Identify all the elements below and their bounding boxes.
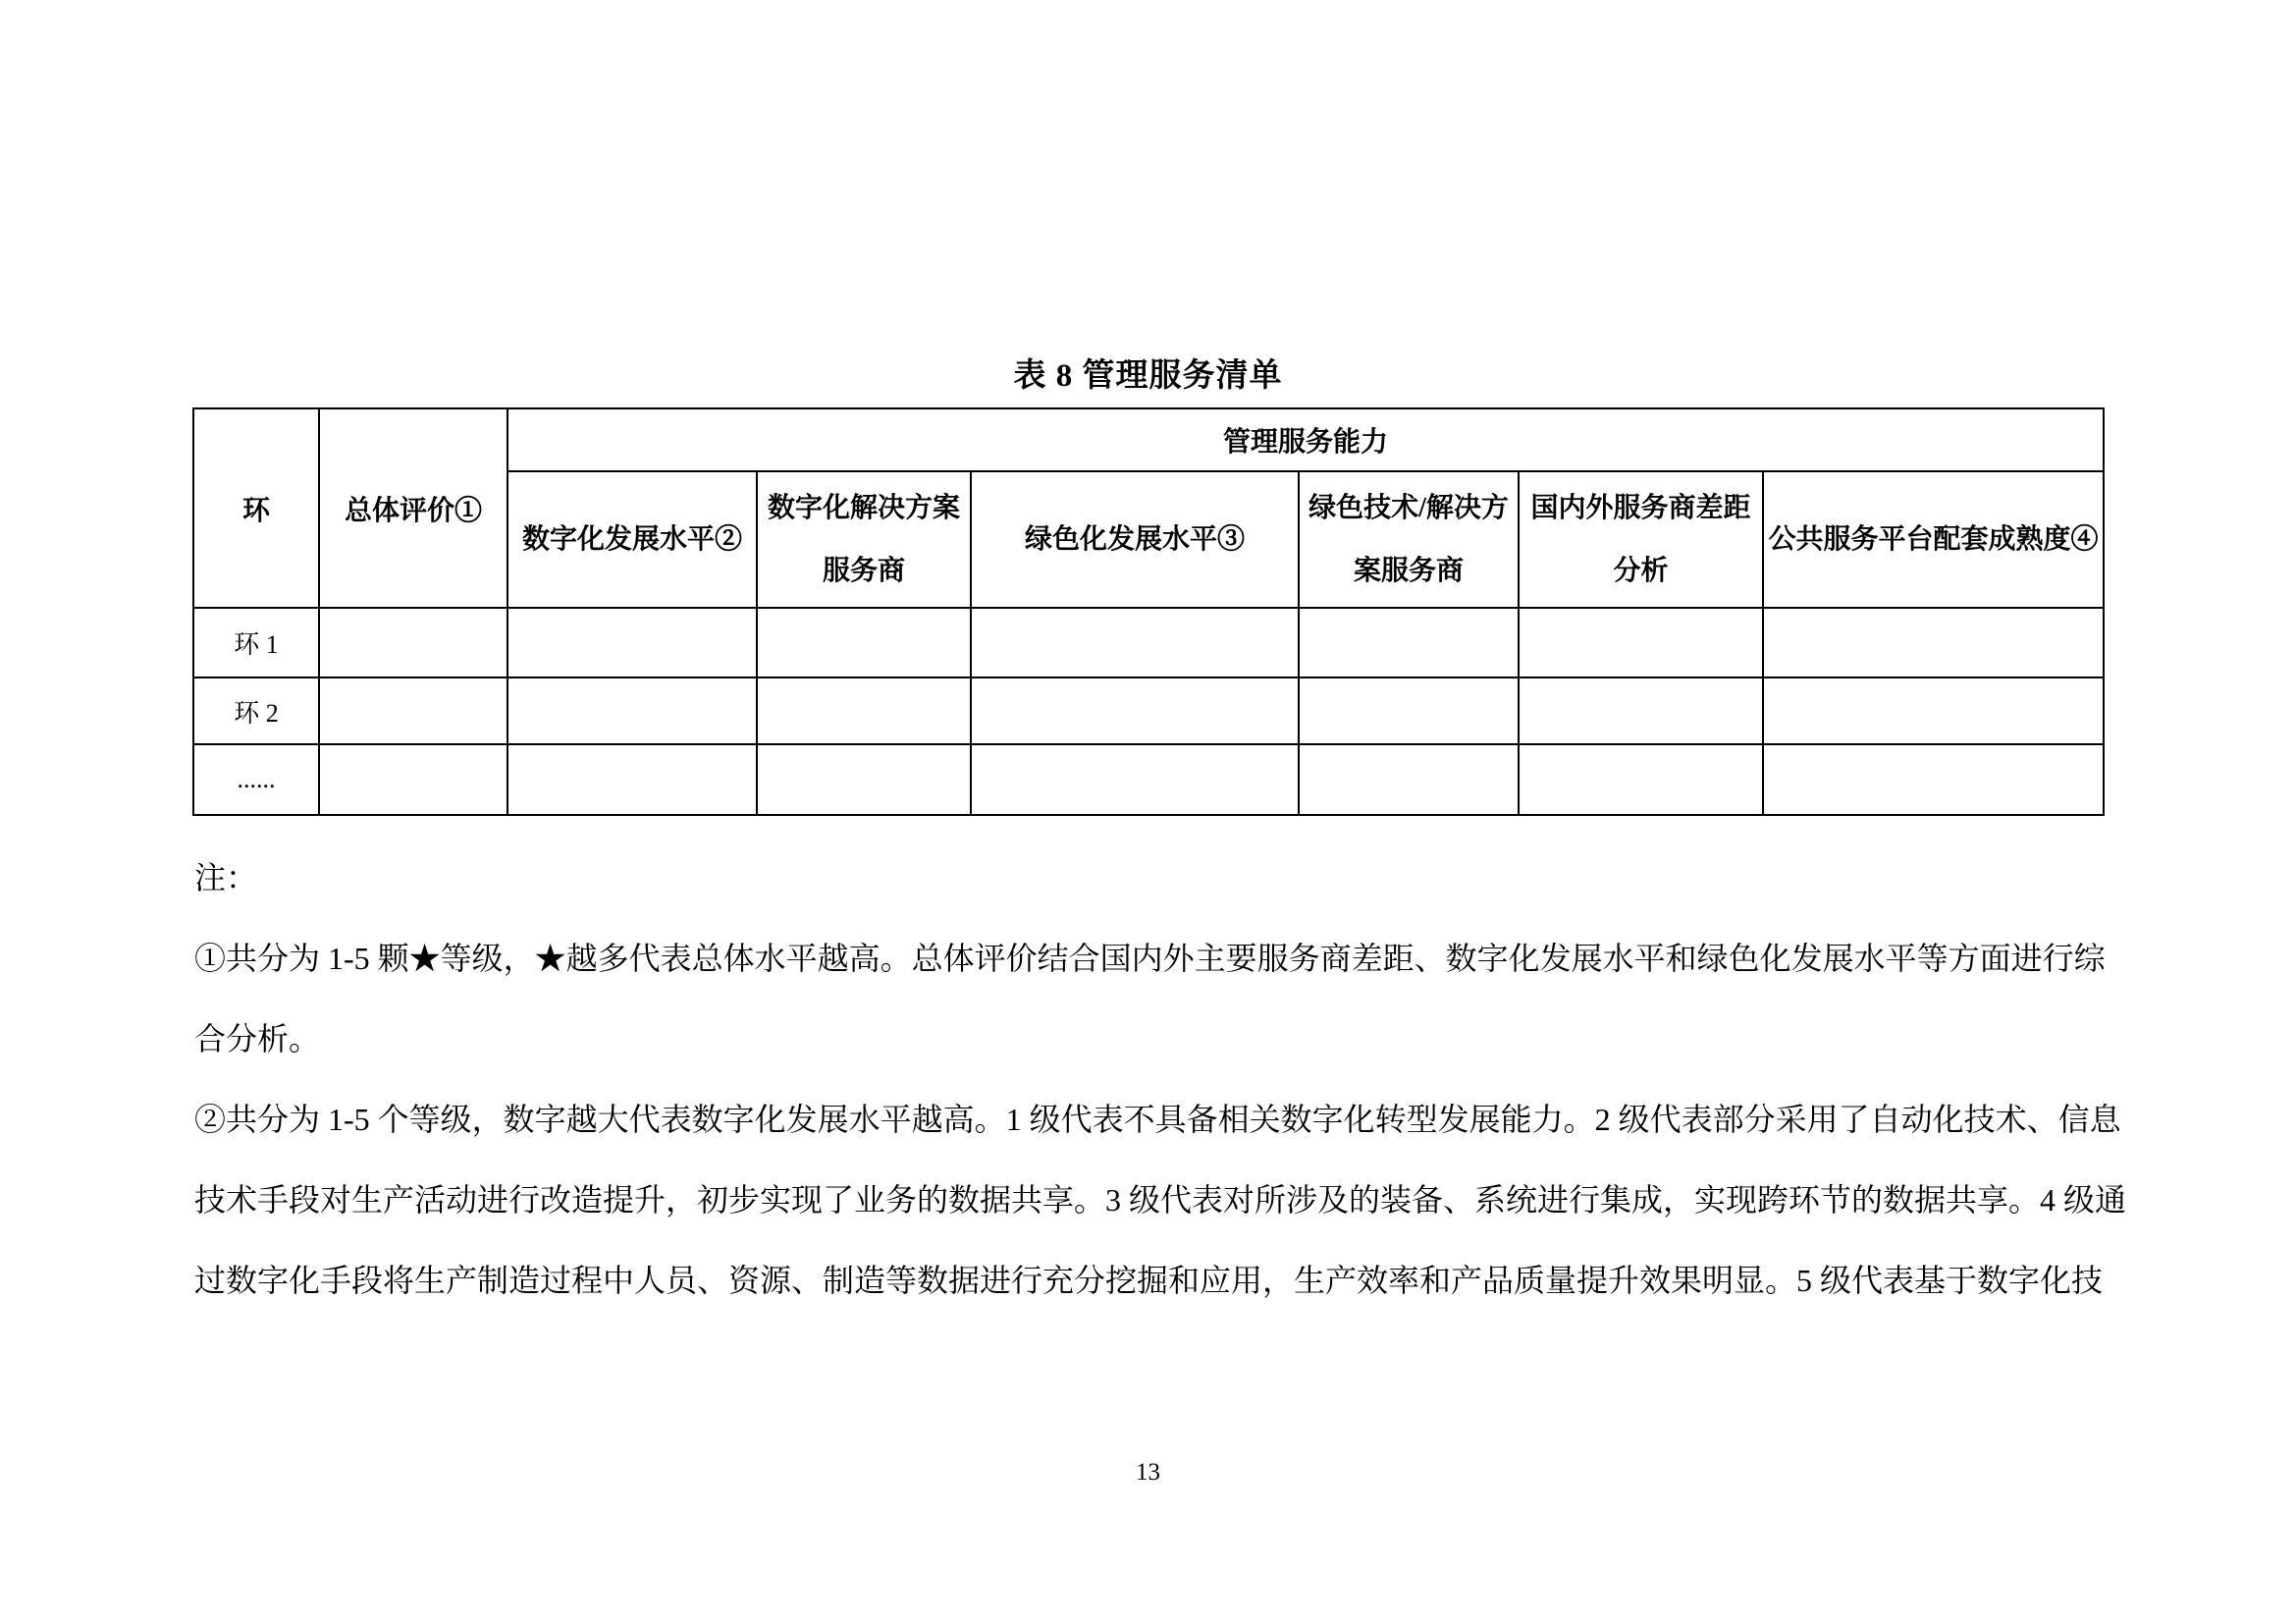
note-2-line-2: 技术手段对生产活动进行改造提升，初步实现了业务的数据共享。3 级代表对所涉及的装备、系统进行集成，实现跨环节的数据共享。4 级通 <box>194 1182 2127 1218</box>
header-line: 绿色技术/解决方 <box>1308 492 1509 523</box>
header-line: 分析 <box>1613 555 1669 586</box>
header-line: 国内外服务商差距 <box>1530 492 1751 523</box>
table-cell-empty <box>1519 744 1763 815</box>
table-cell-empty <box>1299 608 1519 677</box>
table-cell-empty <box>507 608 757 677</box>
table-cell-empty <box>507 744 757 815</box>
col-header-green-tech-solution-provider <box>1299 471 1519 608</box>
table-cell-empty <box>319 677 507 744</box>
table-cell-empty <box>971 608 1299 677</box>
table-cell-empty <box>757 744 971 815</box>
table-cell-empty <box>1519 608 1763 677</box>
header-line: 公共服务平台配套成熟度④ <box>1768 523 2099 555</box>
row-label: 环 2 <box>193 677 319 744</box>
col-header-public-platform-maturity <box>1763 471 2104 608</box>
table-cell-empty <box>1299 744 1519 815</box>
table-row-ellipsis <box>193 744 2104 815</box>
table-cell-empty <box>971 677 1299 744</box>
table-row-ring-1 <box>193 608 2104 677</box>
header-line: 数字化发展水平② <box>521 523 742 555</box>
table-row-ring-2 <box>193 677 2104 744</box>
table-cell-empty <box>757 608 971 677</box>
table-cell-empty <box>1519 677 1763 744</box>
table-cell-empty <box>1763 608 2104 677</box>
header-line: 案服务商 <box>1353 555 1464 586</box>
table-cell-empty <box>319 608 507 677</box>
management-service-table <box>192 407 2105 816</box>
col-header-overall-evaluation: 总体评价① <box>319 408 507 608</box>
row-label: 环 1 <box>193 608 319 677</box>
page-number: 13 <box>1136 1459 1160 1486</box>
table-cell-empty <box>319 744 507 815</box>
table-notes <box>194 838 2127 1321</box>
table-cell-empty <box>1299 677 1519 744</box>
col-group-header-management-service-capability: 管理服务能力 <box>507 408 2104 471</box>
header-line: 服务商 <box>822 555 905 586</box>
table-cell-empty <box>507 677 757 744</box>
note-1-line-1: ①共分为 1-5 颗★等级，★越多代表总体水平越高。总体评价结合国内外主要服务商差距、数字化发展水平和绿色化发展水平等方面进行综 <box>194 941 2106 976</box>
table-cell-empty <box>1763 744 2104 815</box>
table-cell-empty <box>1763 677 2104 744</box>
page-title: 表 8 管理服务清单 <box>1013 358 1283 394</box>
note-label: 注： <box>194 860 258 895</box>
header-line: 数字化解决方案 <box>767 492 960 523</box>
col-header-green-development-level <box>971 471 1299 608</box>
col-header-domestic-foreign-provider-gap <box>1519 471 1763 608</box>
row-label: ...... <box>193 744 319 815</box>
note-2-line-3: 过数字化手段将生产制造过程中人员、资源、制造等数据进行充分挖掘和应用，生产效率和产品质量提升效果明显。5 级代表基于数字化技 <box>194 1263 2104 1298</box>
table-cell-empty <box>971 744 1299 815</box>
note-1-line-2: 合分析。 <box>194 1021 321 1056</box>
col-header-digital-development-level <box>507 471 757 608</box>
col-header-ring: 环 <box>193 408 319 608</box>
note-2-line-1: ②共分为 1-5 个等级，数字越大代表数字化发展水平越高。1 级代表不具备相关数字化转型发展能力。2 级代表部分采用了自动化技术、信息 <box>194 1102 2121 1137</box>
table-cell-empty <box>757 677 971 744</box>
header-line: 绿色化发展水平③ <box>1024 523 1245 555</box>
col-header-digital-solution-provider <box>757 471 971 608</box>
